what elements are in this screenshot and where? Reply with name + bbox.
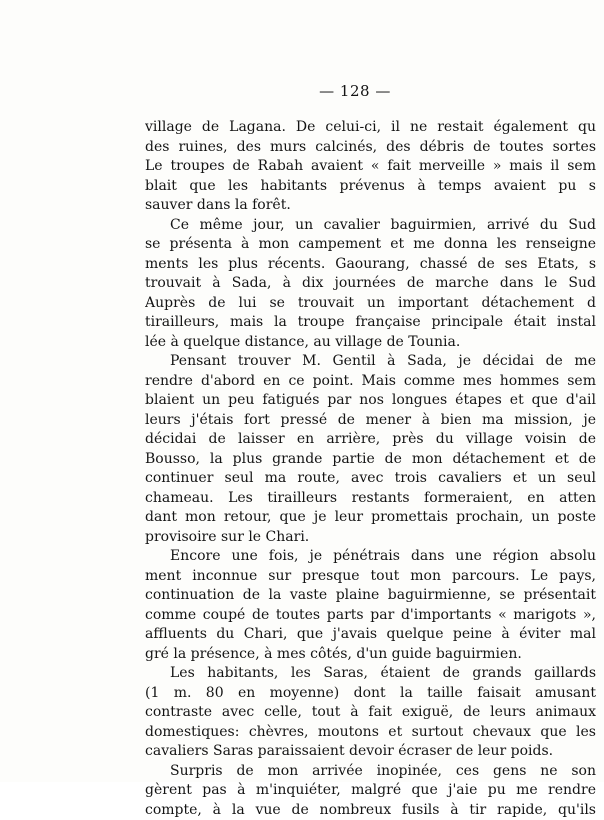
body-text: [145, 118, 596, 820]
text-line: Bousso, la plus grande partie de mon détachement et de: [145, 450, 596, 470]
text-line: village de Lagana. De celui-ci, il ne restait également qu: [145, 118, 596, 138]
text-line: leurs j'étais fort pressé de mener à bien ma mission, je: [145, 411, 596, 431]
text-line: sauver dans la forêt.: [145, 196, 596, 216]
page-number: — 128 —: [0, 82, 604, 100]
text-line: se présenta à mon campement et me donna les renseigne: [145, 235, 596, 255]
text-line: gèrent pas à m'inquiéter, malgré que j'aie pu me rendre: [145, 781, 596, 801]
text-line: Encore une fois, je pénétrais dans une région absolu: [145, 547, 596, 567]
text-line: gré la présence, à mes côtés, d'un guide baguirmien.: [145, 645, 596, 665]
text-line: ments les plus récents. Gaourang, chassé de ses Etats, s: [145, 255, 596, 275]
text-line: tirailleurs, mais la troupe française principale était instal: [145, 313, 596, 333]
text-line: rendre d'abord en ce point. Mais comme mes hommes sem: [145, 372, 596, 392]
text-line: lée à quelque distance, au village de Tounia.: [145, 333, 596, 353]
text-line: ment inconnue sur presque tout mon parcours. Le pays,: [145, 567, 596, 587]
text-line: Pensant trouver M. Gentil à Sada, je décidai de me: [145, 352, 596, 372]
text-line: trouvait à Sada, à dix journées de marche dans le Sud: [145, 274, 596, 294]
text-line: continuer seul ma route, avec trois cavaliers et un seul: [145, 469, 596, 489]
text-line: continuation de la vaste plaine baguirmienne, se présentait: [145, 586, 596, 606]
text-line: blait que les habitants prévenus à temps avaient pu s: [145, 177, 596, 197]
text-line: contraste avec celle, tout à fait exiguë, de leurs animaux: [145, 703, 596, 723]
text-line: provisoire sur le Chari.: [145, 528, 596, 548]
text-line: blaient un peu fatigués par nos longues étapes et que d'ail: [145, 391, 596, 411]
text-line: Auprès de lui se trouvait un important détachement d: [145, 294, 596, 314]
text-line: compte, à la vue de nombreux fusils à tir rapide, qu'ils: [145, 801, 596, 820]
text-line: cavaliers Saras paraissaient devoir écraser de leur poids.: [145, 742, 596, 762]
text-line: affluents du Chari, que j'avais quelque peine à éviter mal: [145, 625, 596, 645]
text-line: comme coupé de toutes parts par d'importants « marigots »,: [145, 606, 596, 626]
text-line: Les habitants, les Saras, étaient de grands gaillards: [145, 664, 596, 684]
text-line: Ce même jour, un cavalier baguirmien, arrivé du Sud: [145, 216, 596, 236]
text-line: domestiques: chèvres, moutons et surtout chevaux que les: [145, 723, 596, 743]
text-line: (1 m. 80 en moyenne) dont la taille faisait amusant: [145, 684, 596, 704]
text-line: décidai de laisser en arrière, près du village voisin de: [145, 430, 596, 450]
text-line: Surpris de mon arrivée inopinée, ces gens ne son: [145, 762, 596, 782]
text-line: chameau. Les tirailleurs restants formeraient, en atten: [145, 489, 596, 509]
text-line: Le troupes de Rabah avaient « fait merveille » mais il sem: [145, 157, 596, 177]
text-line: dant mon retour, que je leur promettais prochain, un poste: [145, 508, 596, 528]
text-line: des ruines, des murs calcinés, des débris de toutes sortes: [145, 138, 596, 158]
